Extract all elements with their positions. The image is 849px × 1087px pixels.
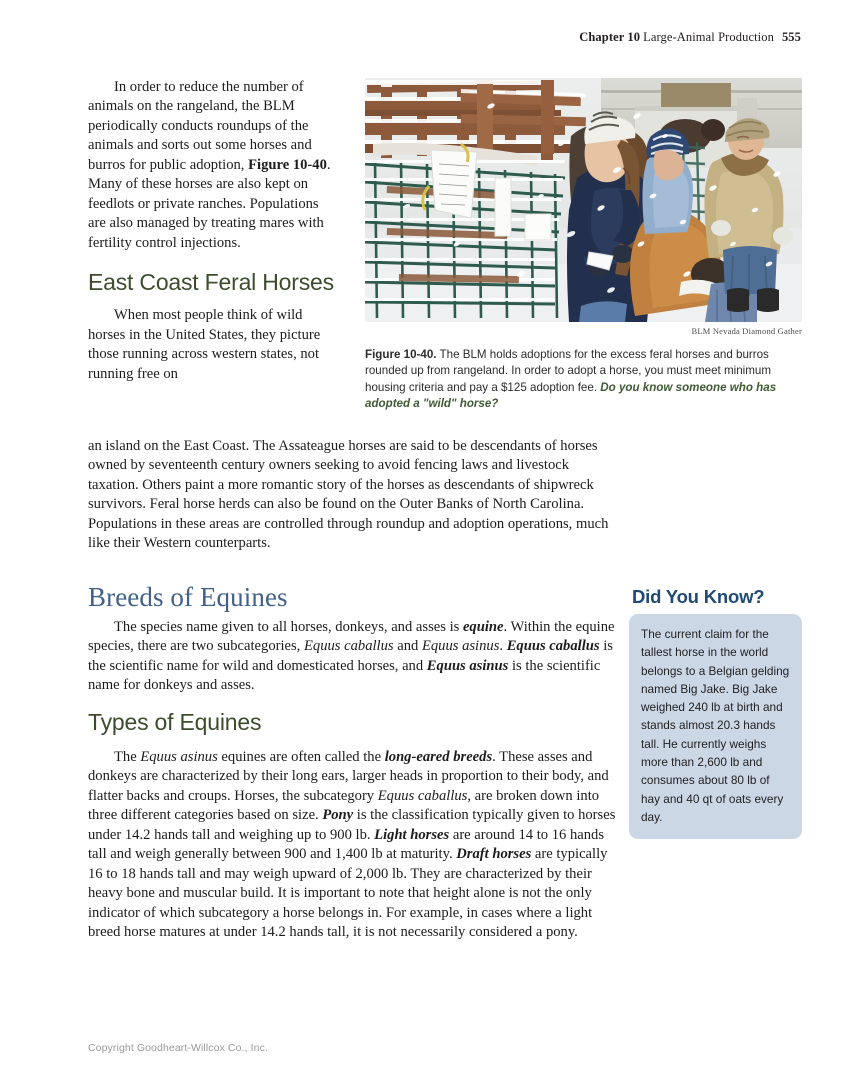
left-narrow-column	[88, 78, 336, 384]
breeds-c: and	[393, 638, 422, 655]
figure-caption-question: Do you know someone who has adopted a "wild" horse?	[365, 380, 777, 411]
running-head-chapter: Chapter 10	[579, 30, 641, 44]
breeds-paragraph	[88, 618, 616, 696]
intro-paragraph	[88, 78, 336, 253]
intro-part2: . Many of these horses are also kept on feedlots or private ranches. Populations are also managed by treating mares with fertility control injections.	[88, 156, 331, 251]
breeds-a: The species name given to all horses, donkeys, and asses is	[114, 619, 463, 635]
species-equus-asinus: Equus asinus	[421, 638, 500, 655]
footer-copyright: Copyright Goodheart-Willcox Co., Inc.	[88, 1042, 268, 1054]
figure-caption-text: The BLM holds adoptions for the excess feral horses and burros rounded up from rangeland. In order to adopt a horse, you must meet minimum housing criteria and pay a $125 adoption fee.	[365, 348, 771, 394]
types-paragraph-wrap	[88, 748, 616, 943]
heading-east-coast-feral-horses: East Coast Feral Horses	[88, 269, 334, 296]
did-you-know-box	[629, 614, 802, 839]
east-coast-paragraph-rest: an island on the East Coast. The Assateague horses are said to be descendants of horses owned by seventeenth century owners seeking to avoid fencing laws and livestock taxation. Others paint a more romantic story of the horses as descendants of shipwreck survivors. Feral horse herds can also be found on the Outer Banks of North Carolina. Populations in these areas are controlled through roundup and adoption operations, much like their Western counterparts.	[88, 438, 609, 552]
breeds-d: .	[499, 638, 507, 655]
term-equine: equine	[462, 619, 504, 635]
species-equus-asinus-bold: Equus asinus	[426, 657, 509, 674]
figure-block	[365, 78, 802, 413]
types-g: are typically 16 to 18 hands tall and may weigh upward of 2,000 lb. They are characterized by their heavy bone and muscular build. It is important to note that height alone is not the only indicator of which subcategory a horse belongs in. For example, in cases where a light breed horse matures at under 14.2 hands tall, it is not necessarily considered a pony.	[88, 846, 608, 941]
species-equus-caballus-bold: Equus caballus	[506, 638, 600, 655]
types-b: equines are often called the	[217, 749, 385, 765]
did-you-know-text: The current claim for the tallest horse in the world belongs to a Belgian gelding named Big Jake. Big Jake weighed 240 lb at birth and stands almost 20.3 hands tall. He currently weighs more than 2,600 lb and consumes about 80 lb of hay and 40 qt of oats every day.	[641, 627, 790, 824]
figure-reference: Figure 10-40	[248, 156, 327, 173]
east-coast-paragraph-rest-wrap	[88, 437, 616, 554]
species-equus-caballus: Equus caballus	[303, 638, 394, 655]
types-equus-caballus: Equus caballus	[377, 787, 468, 804]
term-pony: Pony	[322, 807, 354, 824]
term-long-eared-breeds: long-eared breeds	[384, 749, 493, 765]
types-f: are around 14 to 16 hands tall and weigh generally between 900 and 1,400 lb at maturity.	[88, 826, 605, 863]
types-d: , are broken down into three different categories based on size.	[88, 787, 600, 824]
term-draft-horses: Draft horses	[456, 846, 532, 863]
term-light-horses: Light horses	[374, 826, 450, 843]
did-you-know-title: Did You Know?	[632, 586, 765, 607]
figure-caption	[365, 347, 802, 413]
east-coast-start-text: When most people think of wild horses in the United States, they picture those running across western states, not running free on	[88, 307, 321, 382]
types-e: is the classification typically given to horses under 14.2 hands tall and weighing up to 900 lb.	[88, 807, 616, 843]
heading-types-of-equines: Types of Equines	[88, 709, 262, 735]
figure-photo	[365, 78, 802, 322]
east-coast-paragraph-start	[88, 306, 336, 384]
figure-caption-label: Figure 10-40.	[365, 348, 437, 361]
types-a: The	[114, 749, 141, 765]
breeds-e: is the scientific name for wild and domesticated horses, and	[88, 638, 613, 674]
heading-types-wrap	[88, 709, 616, 736]
breeds-paragraph-wrap	[88, 618, 616, 696]
photo-credit: BLM Nevada Diamond Gather	[691, 326, 802, 336]
types-paragraph	[88, 748, 616, 943]
did-you-know-sidebar	[629, 586, 802, 839]
heading-breeds-of-equines: Breeds of Equines	[88, 582, 288, 612]
running-head-title: Large-Animal Production	[643, 30, 774, 44]
running-head	[579, 30, 801, 45]
person-blue	[642, 128, 693, 234]
intro-part1: In order to reduce the number of animals on the rangeland, the BLM periodically conducts roundups of the animals and sorts out some horses and burros for public adoption,	[88, 79, 312, 173]
breeds-b: . Within the equine species, there are two subcategories,	[88, 619, 615, 655]
breeds-f: is the scientific name for donkeys and asses.	[88, 657, 601, 694]
types-equus-asinus: Equus asinus	[140, 749, 218, 765]
types-c: . These asses and donkeys are characterized by their long ears, larger heads in proportion to their body, and flatter backs and croups. Horses, the subcategory	[88, 749, 609, 804]
photo-illustration	[365, 78, 802, 322]
page-number: 555	[781, 30, 801, 44]
heading-breeds-wrap	[88, 583, 616, 613]
